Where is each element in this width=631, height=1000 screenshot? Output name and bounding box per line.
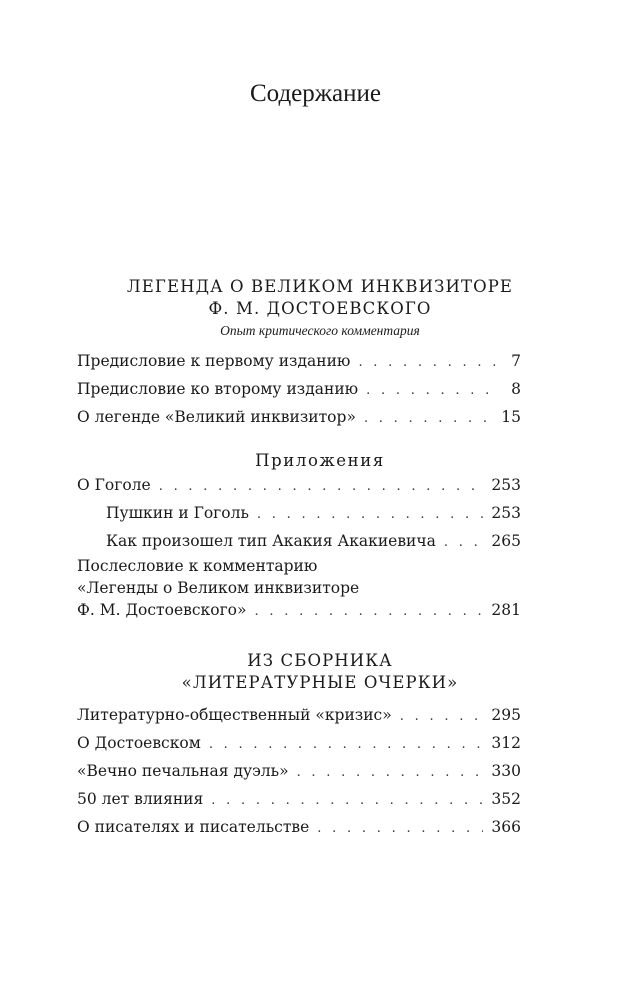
- toc-entry-title: Предисловие ко второму изданию: [77, 380, 359, 398]
- toc-entry-title-line: Послесловие к комментарию: [77, 557, 318, 575]
- dot-leader: [400, 706, 484, 728]
- section-heading: ИЗ СБОРНИКА: [247, 651, 393, 670]
- toc-entry-title: 50 лет влияния: [77, 790, 204, 808]
- section-heading: «ЛИТЕРАТУРНЫЕ ОЧЕРКИ»: [181, 673, 459, 692]
- toc-entry-title: Пушкин и Гоголь: [106, 504, 249, 522]
- toc-entry-title: О легенде «Великий инквизитор»: [77, 408, 356, 426]
- toc-entry[interactable]: [77, 350, 521, 374]
- toc-entry[interactable]: [77, 816, 521, 840]
- toc-entry-page: 352: [491, 790, 521, 808]
- toc-entry-page: 295: [491, 706, 521, 724]
- toc-entry-page: 15: [501, 408, 521, 426]
- section-subtitle: Опыт критического комментария: [220, 323, 420, 338]
- toc-entry[interactable]: [106, 502, 521, 526]
- dot-leader: [209, 734, 484, 756]
- toc-entry-page: 265: [491, 532, 521, 550]
- dot-leader: [211, 790, 483, 812]
- toc-entry[interactable]: [77, 760, 521, 784]
- toc-entry-page: 366: [491, 818, 521, 836]
- toc-entry-page: 8: [511, 380, 521, 398]
- toc-entry-title: О Гоголе: [77, 476, 151, 494]
- dot-leader: [255, 601, 484, 623]
- toc-entry-page: 330: [491, 762, 521, 780]
- toc-entry-title: Как произошел тип Акакия Акакиевича: [106, 532, 436, 550]
- toc-entry-title: Литературно-общественный «кризис»: [77, 706, 392, 724]
- dot-leader: [358, 352, 499, 374]
- toc-entry-page: 312: [491, 734, 521, 752]
- dot-leader: [444, 532, 484, 554]
- dot-leader: [297, 762, 484, 784]
- toc-entry[interactable]: [77, 704, 521, 728]
- toc-entry-title: «Вечно печальная дуэль»: [77, 762, 289, 780]
- toc-entry[interactable]: [77, 378, 521, 402]
- toc-entry[interactable]: [106, 530, 521, 554]
- section-heading: Ф. М. ДОСТОЕВСКОГО: [208, 299, 432, 318]
- toc-entry[interactable]: [77, 599, 521, 623]
- dot-leader: [257, 504, 483, 526]
- appendix-heading: Приложения: [255, 451, 385, 470]
- dot-leader: [159, 476, 484, 498]
- toc-entry[interactable]: [77, 788, 521, 812]
- toc-entry-title-line: «Легенды о Великом инквизиторе: [77, 579, 360, 597]
- toc-entry[interactable]: [77, 732, 521, 756]
- toc-entry-page: 253: [491, 476, 521, 494]
- toc-entry-title: О писателях и писательстве: [77, 818, 310, 836]
- toc-entry-title: О Достоевском: [77, 734, 201, 752]
- toc-entry-page: 253: [491, 504, 521, 522]
- dot-leader: [317, 818, 483, 840]
- toc-entry-page: 281: [491, 601, 521, 619]
- toc-entry[interactable]: [77, 406, 521, 430]
- toc-entry-title: Предисловие к первому изданию: [77, 352, 351, 370]
- page-title: Содержание: [250, 80, 381, 107]
- toc-entry-page: 7: [511, 352, 521, 370]
- dot-leader: [364, 408, 493, 430]
- toc-entry[interactable]: [77, 474, 521, 498]
- section-heading: ЛЕГЕНДА О ВЕЛИКОМ ИНКВИЗИТОРЕ: [126, 277, 514, 296]
- toc-entry-title: Ф. М. Достоевского»: [77, 601, 247, 619]
- dot-leader: [366, 380, 499, 402]
